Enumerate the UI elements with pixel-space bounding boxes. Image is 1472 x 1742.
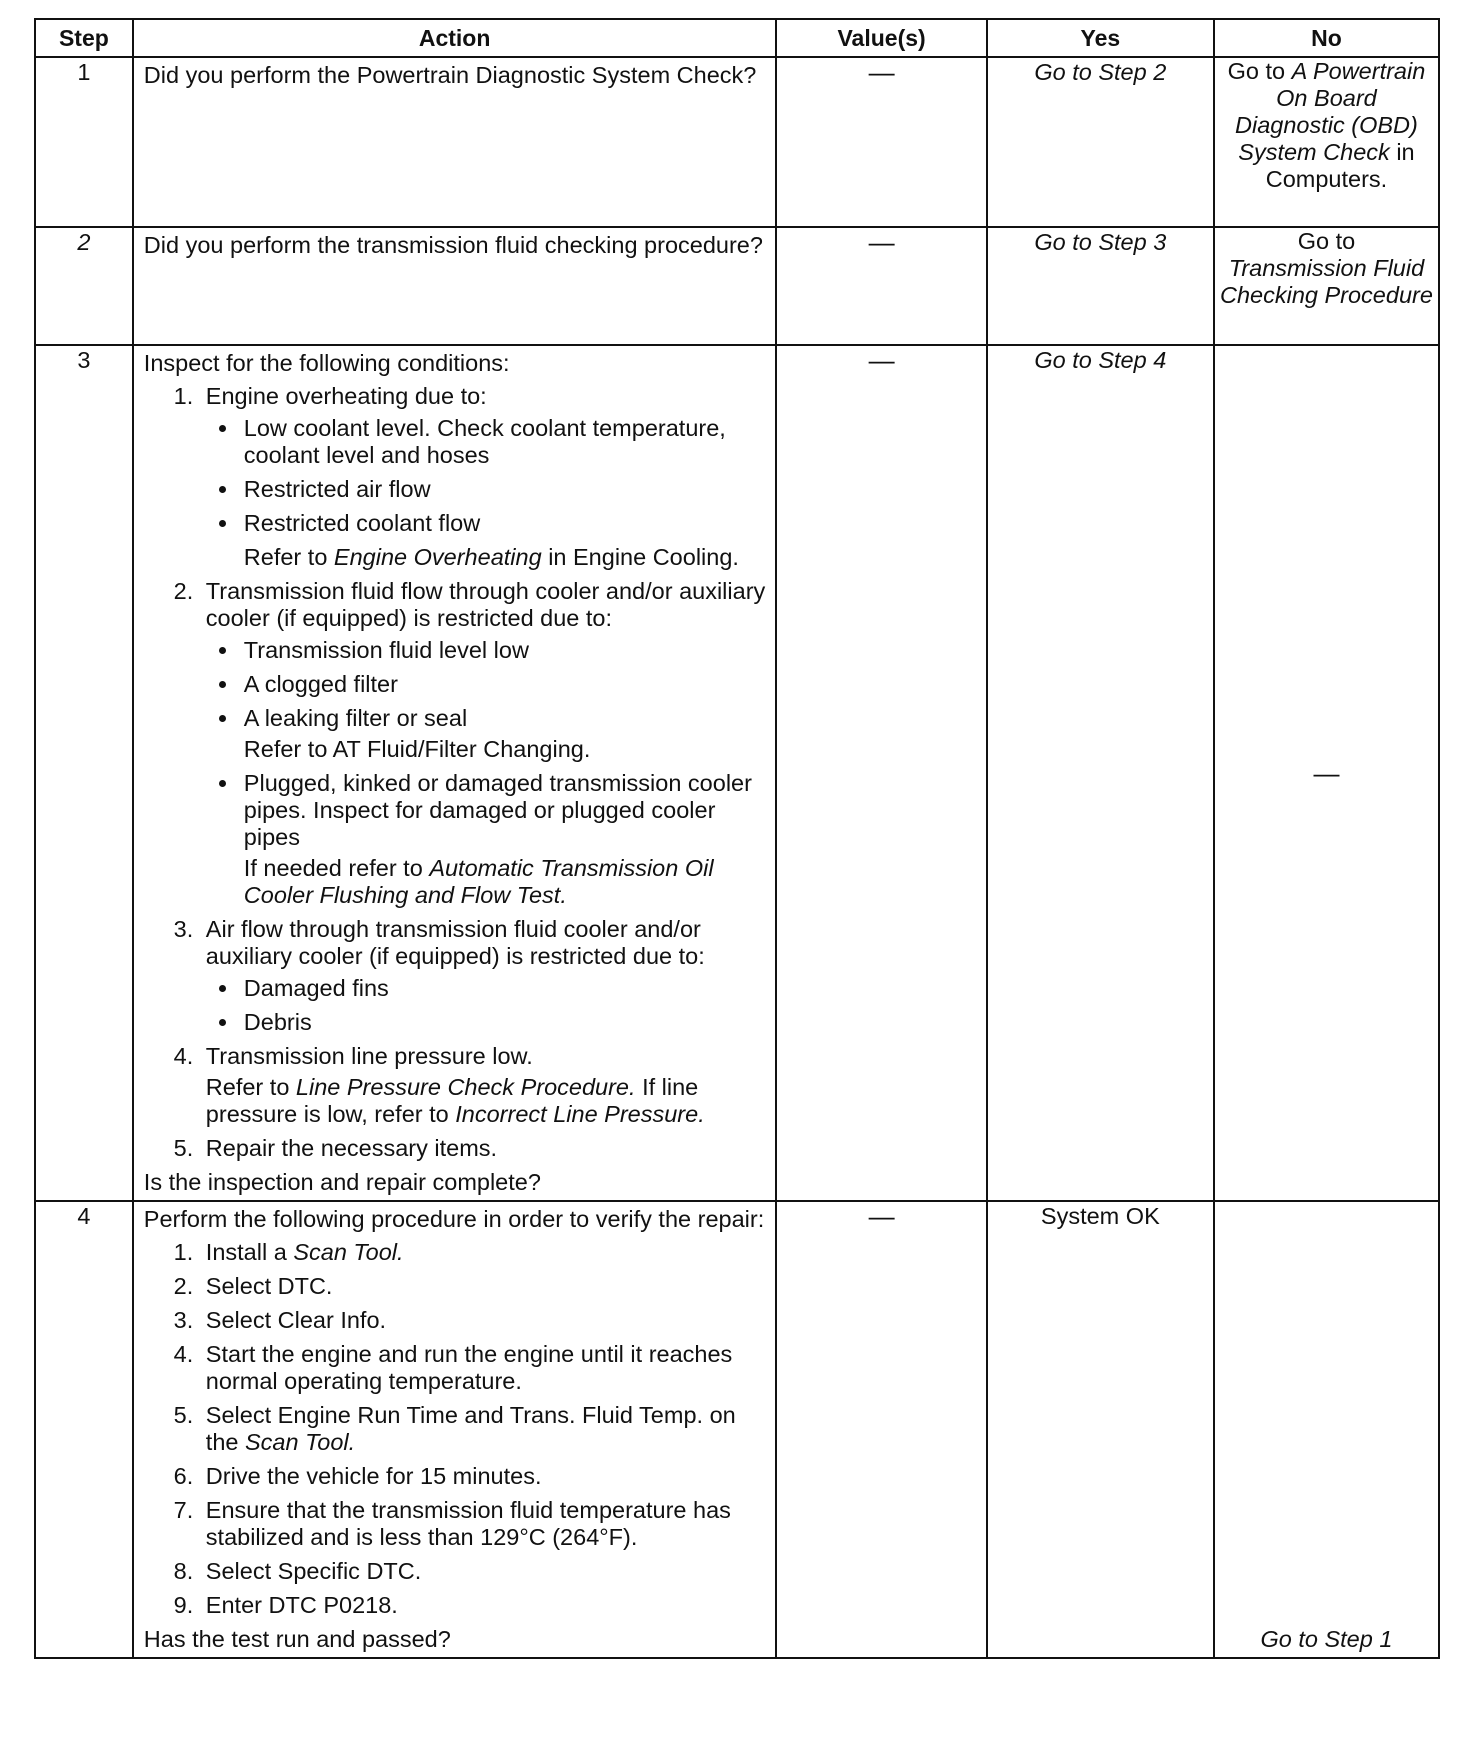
table-row <box>35 227 1439 345</box>
reference-note <box>206 1074 766 1128</box>
action-cell <box>133 57 777 227</box>
step-number: 1 <box>35 57 133 227</box>
list-item: 4. Start the engine and run the engine until it reaches normal operating temperature. <box>200 1341 766 1395</box>
no-link[interactable]: Transmission Fluid Checking Procedure <box>1219 255 1433 308</box>
note-text: If line pressure is low, refer to <box>205 1074 699 1127</box>
action-intro: Inspect for the following conditions: <box>143 350 510 376</box>
reference-note <box>206 544 766 571</box>
no-link[interactable]: Go to Step 1 <box>1214 1201 1439 1658</box>
list-item <box>200 578 766 909</box>
no-cell <box>1214 227 1439 345</box>
note-text: in Engine Cooling. <box>548 544 739 570</box>
bullet-item: • Transmission fluid level low <box>240 637 766 664</box>
bullet-item: • Low coolant level. Check coolant temperature, coolant level and hoses <box>240 415 766 469</box>
list-item <box>200 1043 766 1128</box>
no-go-text: Go to <box>1227 58 1286 84</box>
step-number: 4 <box>35 1201 133 1658</box>
reference-link[interactable]: Scan Tool. <box>293 1239 404 1265</box>
yes-link[interactable]: Go to Step 4 <box>987 345 1214 1201</box>
inspection-list <box>144 383 766 1162</box>
list-item-text: Engine overheating due to: <box>205 383 487 409</box>
header-no: No <box>1214 19 1439 57</box>
bullet-item: • A clogged filter <box>240 671 766 698</box>
yes-link[interactable]: Go to Step 2 <box>987 57 1214 227</box>
list-item <box>200 1239 766 1266</box>
no-in-text: in <box>1396 139 1415 165</box>
reference-link[interactable]: Engine Overheating <box>333 544 542 570</box>
no-link[interactable]: A Powertrain On Board Diagnostic (OBD) System Check <box>1235 58 1426 165</box>
procedure-list <box>144 1239 766 1619</box>
list-item-text: Install a <box>205 1239 287 1265</box>
bullet-item: • Damaged fins <box>240 975 766 1002</box>
value-cell: — <box>776 1201 986 1658</box>
list-item-text: Select Engine Run Time and Trans. Fluid Temp. on the <box>205 1402 736 1455</box>
bullet-text: A leaking filter or seal <box>243 705 468 731</box>
action-cell <box>133 1201 777 1658</box>
reference-link[interactable]: Automatic Transmission Oil Cooler Flushing and Flow Test. <box>243 855 714 908</box>
no-cell: — <box>1214 345 1439 1201</box>
list-item: 7. Ensure that the transmission fluid temperature has stabilized and is less than 129°C (264°F). <box>200 1497 766 1551</box>
list-item: 8. Select Specific DTC. <box>200 1558 766 1585</box>
header-action: Action <box>133 19 777 57</box>
bullet-item <box>240 705 766 763</box>
no-cell <box>1214 57 1439 227</box>
header-step: Step <box>35 19 133 57</box>
header-yes: Yes <box>987 19 1214 57</box>
note-text: Refer to <box>205 1074 290 1100</box>
bullet-list <box>206 637 766 909</box>
table-row <box>35 1201 1439 1658</box>
list-item: 3. Select Clear Info. <box>200 1307 766 1334</box>
yes-link[interactable]: Go to Step 3 <box>987 227 1214 345</box>
table-row <box>35 345 1439 1201</box>
action-question: Is the inspection and repair complete? <box>143 1169 541 1195</box>
reference-link[interactable]: Line Pressure Check Procedure. <box>295 1074 636 1100</box>
list-item <box>200 1402 766 1456</box>
bullet-item: • Restricted air flow <box>240 476 766 503</box>
list-item: 2. Select DTC. <box>200 1273 766 1300</box>
bullet-item <box>240 770 766 909</box>
value-cell: — <box>776 345 986 1201</box>
value-cell: — <box>776 57 986 227</box>
list-item <box>200 383 766 571</box>
list-item: 9. Enter DTC P0218. <box>200 1592 766 1619</box>
note-text: If needed refer to <box>243 855 423 881</box>
yes-result: System OK <box>987 1201 1214 1658</box>
no-go-text: Go to <box>1297 228 1356 254</box>
bullet-item: • Restricted coolant flow <box>240 510 766 537</box>
list-item <box>200 916 766 1036</box>
bullet-text: Plugged, kinked or damaged transmission cooler pipes. Inspect for damaged or plugged cooler pipes <box>243 770 752 850</box>
list-item-text: Transmission fluid flow through cooler and/or auxiliary cooler (if equipped) is restricted due to: <box>205 578 766 631</box>
reference-link[interactable]: Scan Tool. <box>245 1429 356 1455</box>
action-cell <box>133 227 777 345</box>
reference-note: Refer to AT Fluid/Filter Changing. <box>243 736 591 762</box>
action-question: Has the test run and passed? <box>143 1626 451 1652</box>
value-cell: — <box>776 227 986 345</box>
bullet-list <box>206 415 766 537</box>
list-item: 5. Repair the necessary items. <box>200 1135 766 1162</box>
bullet-list <box>206 975 766 1036</box>
step-number: 3 <box>35 345 133 1201</box>
list-item-text: Transmission line pressure low. <box>205 1043 533 1069</box>
bullet-item: • Debris <box>240 1009 766 1036</box>
list-item: 6. Drive the vehicle for 15 minutes. <box>200 1463 766 1490</box>
reference-note <box>244 855 766 909</box>
action-text: Did you perform the transmission fluid checking procedure? <box>143 232 763 258</box>
reference-link[interactable]: Incorrect Line Pressure. <box>455 1101 705 1127</box>
diagnostic-table <box>34 18 1440 1659</box>
list-item-text: Air flow through transmission fluid cooler and/or auxiliary cooler (if equipped) is restricted due to: <box>205 916 705 969</box>
no-tail-text: Computers. <box>1265 166 1388 192</box>
table-header-row <box>35 19 1439 57</box>
action-intro: Perform the following procedure in order to verify the repair: <box>143 1206 765 1232</box>
step-number: 2 <box>35 227 133 345</box>
action-cell <box>133 345 777 1201</box>
action-text: Did you perform the Powertrain Diagnostic System Check? <box>143 62 757 88</box>
table-row <box>35 57 1439 227</box>
note-text: Refer to <box>243 544 328 570</box>
header-values: Value(s) <box>776 19 986 57</box>
